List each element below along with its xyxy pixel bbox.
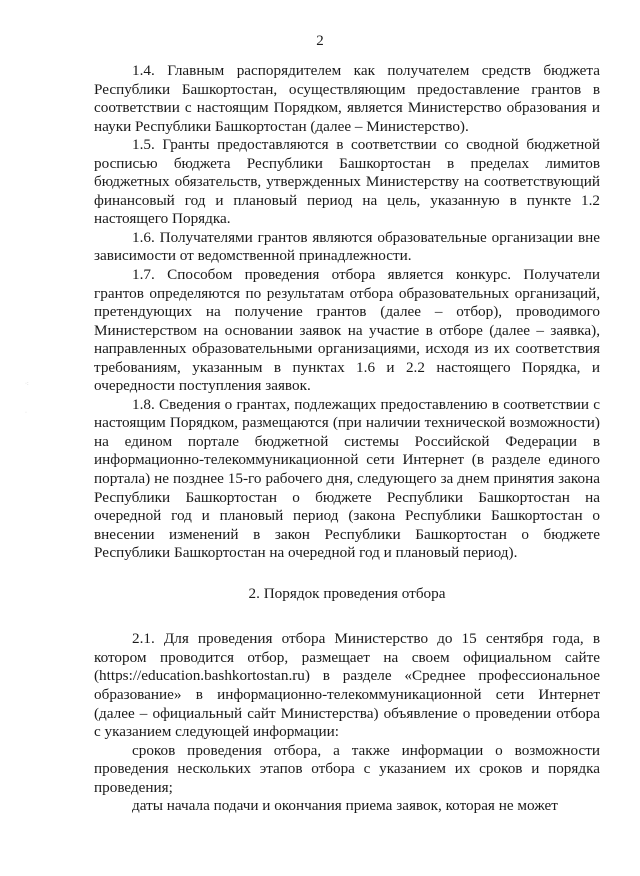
list-item: даты начала подачи и окончания приема заявок, которая не может [132, 797, 558, 815]
scan-speck: ·: [25, 381, 29, 387]
paragraph-1-8: 1.8. Сведения о грантах, подлежащих предоставлению в соответствии с настоящим Порядком, размещаются (при наличии технической возможности) на едином портале бюджетной системы Российской Федерации в информационно-телекоммуникационной сети Интернет (в разделе единого портала) не позднее 15-го рабочего дня, следующего за днем принятия закона Республики Башкортостан о бюджете Республики Башкортостан на очередной год и плановый период (закона Республики Башкортостан о внесении изменений в закон Республики Башкортостан о бюджете Республики Башкортостан на очередной год и плановый период). [94, 395, 600, 562]
paragraph-2-1: 2.1. Для проведения отбора Министерство до 15 сентября года, в котором проводится отбор, размещает на своем официальном сайте (https://education.bashkortostan.ru) в разделе «Среднее профессиональное образование» в информационно-телекоммуникационной сети Интернет (далее – официальный сайт Министерства) объявление о проведении отбора с указанием следующей информации: [94, 630, 600, 741]
paragraph-1-7: 1.7. Способом проведения отбора является конкурс. Получатели грантов определяются по результатам отбора образовательных организаций, претендующих на получение грантов (далее – отбор), проводимого Министерством на основании заявок на участие в отборе (далее – заявка), направленных образовательными организациями, исходя из их соответствия требованиям, указанным в пунктах 1.6 и 2.2 настоящего Порядка, и очередности поступления заявок. [94, 266, 600, 395]
paragraph-1-4: 1.4. Главным распорядителем как получателем средств бюджета Республики Башкортостан, осуществляющим предоставление грантов в соответствии с настоящим Порядком, является Министерство образования и науки Республики Башкортостан (далее – Министерство). [94, 62, 600, 135]
document-body [94, 62, 600, 816]
paragraph-1-5: 1.5. Гранты предоставляются в соответствии со сводной бюджетной росписью бюджета Республики Башкортостан в пределах лимитов бюджетных обязательств, утвержденных Министерству на соответствующий финансовый год и плановый период на цель, указанную в пункте 1.2 настоящего Порядка. [94, 136, 600, 228]
scan-speck: · [25, 410, 27, 416]
section-heading: 2. Порядок проведения отбора [248, 584, 446, 602]
list-item: сроков проведения отбора, а также информации о возможности проведения нескольких этапов отбора с указанием их сроков и порядка проведения; [94, 741, 600, 796]
page-number: 2 [316, 33, 324, 49]
paragraph-1-6: 1.6. Получателями грантов являются образовательные организации вне зависимости от ведомственной принадлежности. [94, 228, 600, 265]
